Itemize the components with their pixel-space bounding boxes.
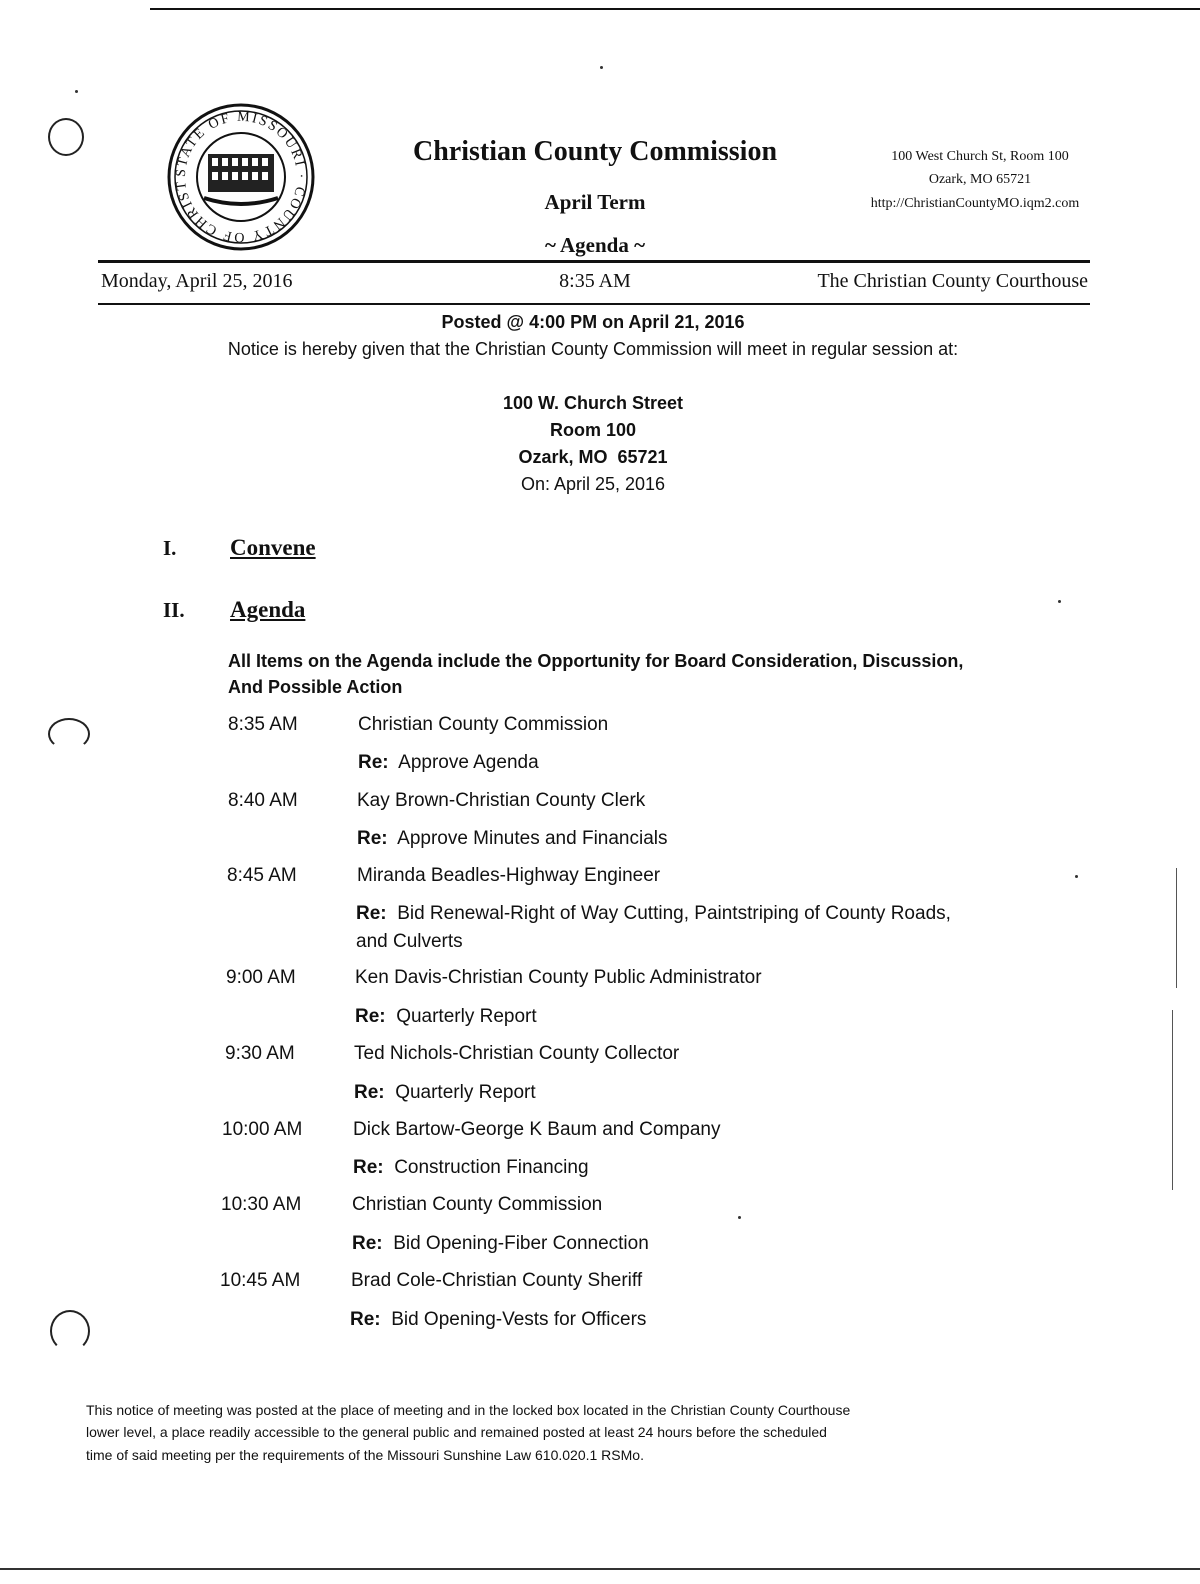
re-label: Re: xyxy=(353,1157,384,1178)
section-number-convene: I. xyxy=(163,536,177,560)
item-subject xyxy=(354,1079,994,1106)
item-presenter: Kay Brown-Christian County Clerk xyxy=(357,790,646,811)
meeting-on-date: On: April 25, 2016 xyxy=(520,474,666,494)
notice-text: Notice is hereby given that the Christian County Commission will meet in regular session at: xyxy=(227,339,959,359)
meeting-bar-bottom-rule xyxy=(98,303,1090,305)
meeting-time: 8:35 AM xyxy=(559,270,631,292)
meeting-date: Monday, April 25, 2016 xyxy=(101,270,293,292)
website-link[interactable]: http://ChristianCountyMO.iqm2.com xyxy=(870,196,1080,211)
agenda-label: ~ Agenda ~ xyxy=(544,233,646,257)
re-label: Re: xyxy=(354,1082,385,1103)
scan-edge-mark xyxy=(1176,868,1177,988)
item-subject-text: Construction Financing xyxy=(394,1157,589,1178)
item-subject-text: Quarterly Report xyxy=(395,1082,536,1103)
address-line-1: 100 West Church St, Room 100 xyxy=(891,149,1069,164)
item-subject xyxy=(350,1306,990,1333)
meeting-address-room: Room 100 xyxy=(549,420,637,440)
agenda-intro-line-2: And Possible Action xyxy=(228,677,403,697)
item-subject-continued: and Culverts xyxy=(356,931,463,952)
item-time: 10:30 AM xyxy=(221,1194,302,1215)
footer-notice-line-1: This notice of meeting was posted at the place of meeting and in the locked box located in the Christian County Courthouse xyxy=(86,1402,851,1418)
item-presenter: Miranda Beadles-Highway Engineer xyxy=(357,865,661,886)
footer-notice-line-3: time of said meeting per the requirements of the Missouri Sunshine Law 610.020.1 RSMo. xyxy=(86,1447,644,1463)
item-presenter: Brad Cole-Christian County Sheriff xyxy=(351,1270,643,1291)
re-label: Re: xyxy=(355,1006,386,1027)
footer-notice-line-2: lower level, a place readily accessible to the general public and remained posted at least 24 hours before the scheduled xyxy=(86,1424,827,1440)
item-subject xyxy=(358,749,998,776)
scan-speck xyxy=(1058,600,1061,603)
item-subject-text: Approve Agenda xyxy=(398,752,539,773)
section-number-agenda: II. xyxy=(163,598,185,622)
item-presenter: Christian County Commission xyxy=(358,714,609,735)
re-label: Re: xyxy=(357,828,388,849)
item-time: 8:40 AM xyxy=(228,790,298,811)
item-subject-text: Bid Renewal-Right of Way Cutting, Paintstriping of County Roads, xyxy=(397,903,951,924)
re-label: Re: xyxy=(350,1309,381,1330)
item-subject-text: Quarterly Report xyxy=(396,1006,537,1027)
item-time: 10:00 AM xyxy=(222,1119,303,1140)
item-presenter: Ken Davis-Christian County Public Administrator xyxy=(355,967,762,988)
term-label: April Term xyxy=(544,190,646,214)
posted-notice: Posted @ 4:00 PM on April 21, 2016 xyxy=(441,312,745,332)
svg-text:STATE OF MISSOURI · COUNTY OF: STATE OF MISSOURI · COUNTY OF CHRIST xyxy=(173,109,309,245)
binder-hole-middle xyxy=(48,718,90,750)
item-time: 8:45 AM xyxy=(227,865,297,886)
meeting-bar-top-rule xyxy=(98,260,1090,263)
item-time: 9:30 AM xyxy=(225,1043,295,1064)
item-subject xyxy=(356,900,996,927)
section-title-convene: Convene xyxy=(230,535,316,560)
item-presenter: Ted Nichols-Christian County Collector xyxy=(354,1043,680,1064)
item-subject xyxy=(353,1154,993,1181)
county-seal-icon xyxy=(166,102,316,252)
address-line-2: Ozark, MO 65721 xyxy=(928,172,1032,187)
bottom-border-line xyxy=(0,1568,1200,1570)
agenda-intro-line-1: All Items on the Agenda include the Opportunity for Board Consideration, Discussion, xyxy=(228,651,964,671)
meeting-address-city: Ozark, MO 65721 xyxy=(518,447,668,467)
item-subject-text: Approve Minutes and Financials xyxy=(397,828,668,849)
re-label: Re: xyxy=(358,752,389,773)
item-subject xyxy=(355,1003,995,1030)
item-subject-text: Bid Opening-Vests for Officers xyxy=(391,1309,647,1330)
item-subject-text: Bid Opening-Fiber Connection xyxy=(393,1233,649,1254)
scan-speck xyxy=(75,90,78,93)
re-label: Re: xyxy=(356,903,387,924)
item-presenter: Dick Bartow-George K Baum and Company xyxy=(353,1119,721,1140)
binder-hole-top xyxy=(48,118,84,156)
top-border-line xyxy=(150,8,1200,10)
scan-speck xyxy=(600,66,603,69)
commission-title: Christian County Commission xyxy=(412,136,778,167)
meeting-location: The Christian County Courthouse xyxy=(817,270,1088,292)
meeting-address-street: 100 W. Church Street xyxy=(502,393,684,413)
item-time: 9:00 AM xyxy=(226,967,296,988)
county-seal xyxy=(166,102,316,252)
item-time: 8:35 AM xyxy=(228,714,298,735)
item-subject xyxy=(357,825,997,852)
section-title-agenda: Agenda xyxy=(230,597,306,622)
item-subject xyxy=(352,1230,992,1257)
scan-speck xyxy=(1075,875,1078,878)
re-label: Re: xyxy=(352,1233,383,1254)
scan-speck xyxy=(738,1216,741,1219)
item-presenter: Christian County Commission xyxy=(352,1194,603,1215)
binder-hole-bottom xyxy=(50,1310,90,1352)
scan-edge-mark xyxy=(1172,1010,1173,1190)
item-time: 10:45 AM xyxy=(220,1270,301,1291)
